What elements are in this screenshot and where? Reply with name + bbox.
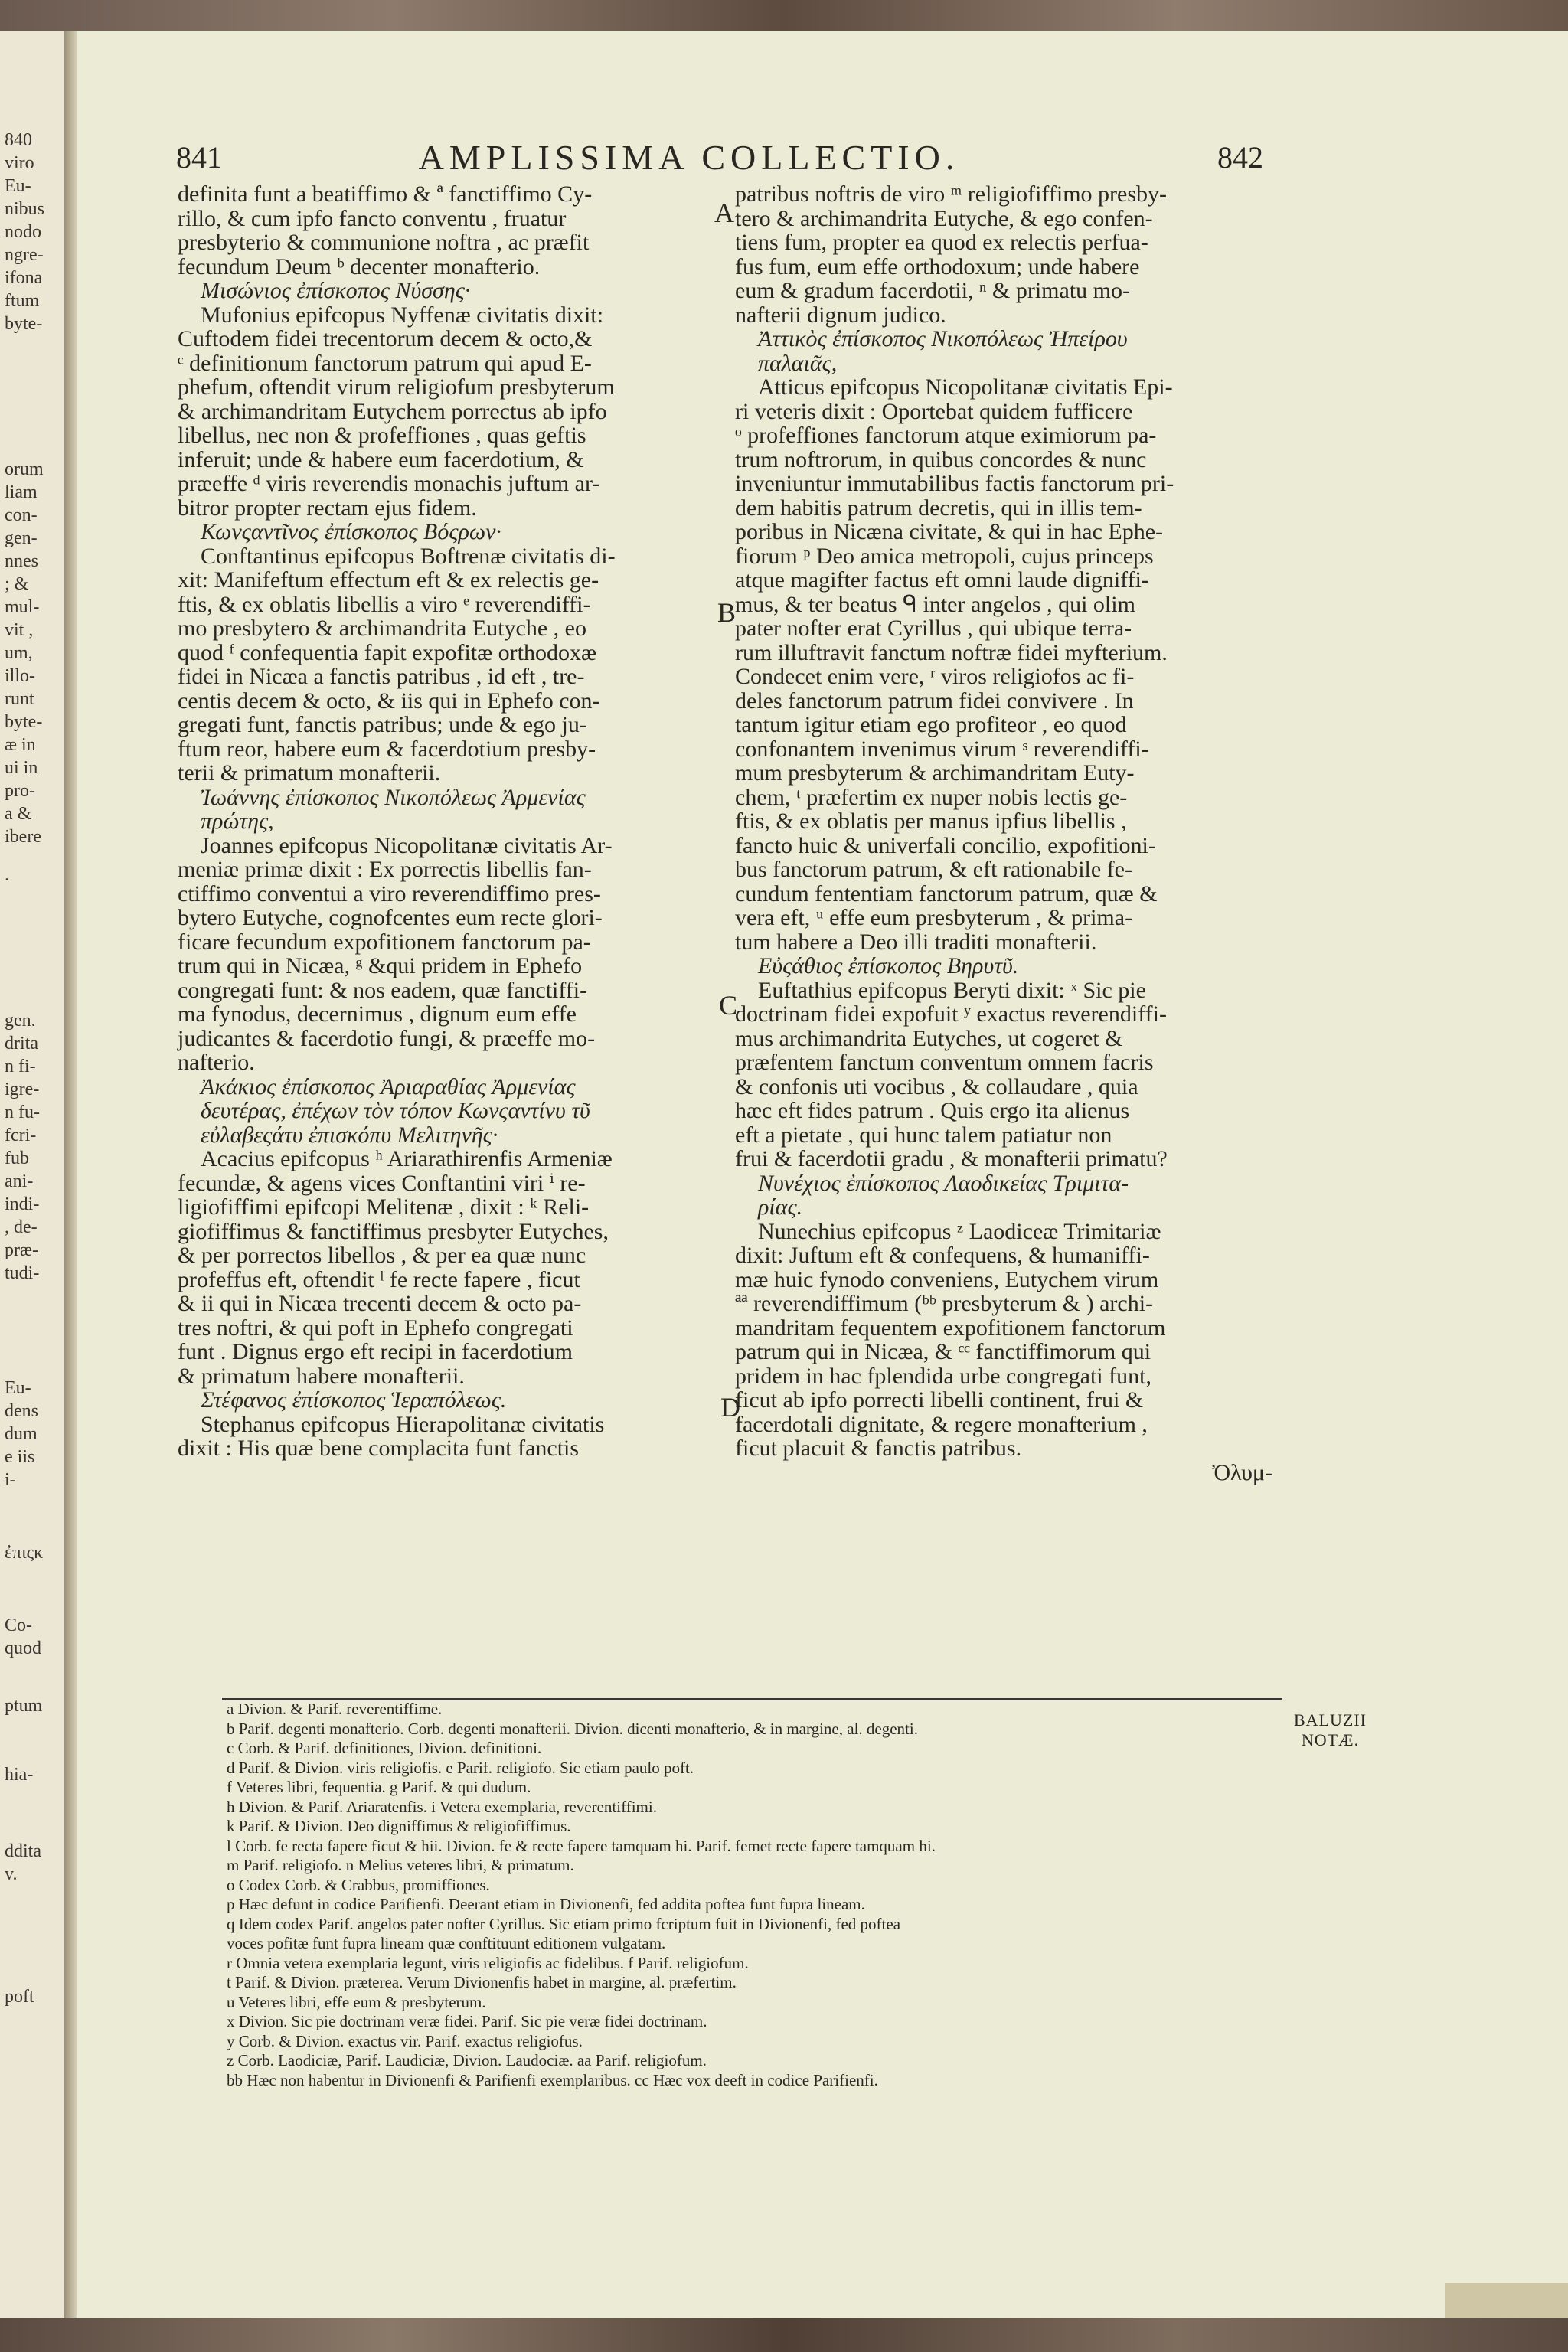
text-line: fus fum, eum effe orthodoxum; unde habere [735,253,1140,279]
adjacent-page-text: byte- [5,314,43,334]
text-line: ftis, & ex oblatis per manus ipfius libellis , [735,808,1127,834]
adjacent-page-text: præ- [5,1240,38,1260]
footnote-line: o Codex Corb. & Crabbus, promiffiones. [227,1875,490,1894]
text-line: pridem in hac fplendida urbe congregati funt, [735,1363,1152,1389]
adjacent-page-text: nibus [5,199,45,219]
adjacent-page-text: fcri- [5,1125,37,1145]
greek-heading: Ἀττικὸς ἐπίσκοπος Νικοπόλεως Ἠπείρου [758,326,1128,351]
footnote-line: bb Hæc non habentur in Divionenfi & Parifienfi exemplaribus. cc Hæc vox deeft in codice Parifienfi. [227,2070,878,2089]
adjacent-page-text: pro- [5,781,35,801]
text-line: judicantes & facerdotio fungi, & præeffe mo- [178,1025,596,1051]
text-line: Condecet enim vere, ʳ viros religiofos ac fi- [735,664,1135,689]
adjacent-page-text: tudi- [5,1263,40,1283]
page-number-right: 842 [1217,140,1263,175]
text-line: trum noftrorum, in quibus concordes & nunc [735,446,1147,472]
text-line: dem habitis patrum decretis, qui in illis tem- [735,495,1142,521]
text-line: Cuftodem fidei trecentorum decem & octo,& [178,326,593,351]
greek-heading: εὐλαβεςάτυ ἐπισκόπυ Μελιτηνῆς· [201,1122,498,1148]
text-line: bitror propter rectam ejus fidem. [178,495,477,521]
text-line: rum illuftravit fanctum noftræ fidei myfterium. [735,639,1168,665]
text-line: fidei in Nicæa a fanctis patribus , id eft , tre- [178,664,585,689]
greek-heading: Ἀκάκιος ἐπίσκοπος Ἀριαραθίας Ἀρμενίας [201,1073,576,1099]
greek-heading: Μισώνιος ἐπίσκοπος Νύσσης· [201,278,471,303]
text-line: Nunechius epifcopus ᶻ Laodiceæ Trimitariæ [758,1218,1161,1244]
text-line: ctiffimo conventui a viro reverendiffimo pres- [178,880,601,906]
greek-heading: Ἰωάννης ἐπίσκοπος Νικοπόλεως Ἀρμενίας [201,784,586,810]
text-line: quod ᶠ confequentia fapit expofitæ orthodoxæ [178,639,596,665]
text-line: poribus in Nicæna civitate, & qui in hac Ephe- [735,519,1164,544]
adjacent-page-text: æ in [5,735,36,755]
footnotes-block [227,1700,1298,2090]
side-note-line-2: NOTÆ. [1301,1730,1360,1749]
catchword: Ὀλυμ- [1212,1459,1272,1485]
book-gutter [64,31,77,2318]
text-line: pater nofter erat Cyrillus , qui ubique terra- [735,616,1132,641]
text-line: frui & facerdotii gradu , & monafterii primatu? [735,1146,1168,1171]
text-line: xit: Manifeftum effectum eft & ex relectis ge- [178,567,599,593]
text-line: præeffe ᵈ viris reverendis monachis juftum ar- [178,471,600,496]
adjacent-page-text: ibere [5,827,41,847]
text-line: & primatum habere monafterii. [178,1363,465,1389]
adjacent-page-text: illo- [5,666,35,686]
adjacent-page-text: indi- [5,1194,40,1214]
text-line: tiens fum, propter ea quod ex relectis perfua- [735,230,1148,255]
adjacent-page-text: fub [5,1148,29,1168]
text-line: ficare fecundum expofitionem fanctorum pa- [178,929,591,955]
text-line: mum presbyterum & archimandritam Euty- [735,760,1135,786]
text-line: gregati funt, fanctis patribus; unde & ego ju- [178,712,587,737]
text-line: dixit: Juftum eft & confequens, & humaniffi- [735,1243,1150,1268]
text-line: fiorum ᵖ Deo amica metropoli, cujus princeps [735,543,1154,569]
running-header [115,136,1263,179]
text-line: giofiffimus & fanctiffimus presbyter Eutyches, [178,1218,609,1244]
footnote-line: b Parif. degenti monafterio. Corb. degenti monafterii. Divion. dicenti monafterio, & in margine, al. degenti. [227,1719,918,1738]
text-line: eum & gradum facerdotii, ⁿ & primatu mo- [735,278,1130,303]
text-column-right [735,182,1272,1485]
text-line: presbyterio & communione noftra , ac præfit [178,230,590,255]
adjacent-page-text: orum [5,459,44,479]
greek-heading: παλαιᾶς, [758,350,838,376]
running-title: AMPLISSIMA COLLECTIO. [418,138,960,177]
adjacent-page-text: Eu- [5,1378,31,1398]
text-line: & archimandritam Eutychem porrectus ab ipfo [178,398,607,424]
footnote-line: p Hæc defunt in codice Parifienfi. Deerant etiam in Divionenfi, fed addita poftea funt fupra lineam. [227,1895,865,1913]
text-line: ftum reor, habere eum & facerdotium presby- [178,736,596,762]
text-line: & confonis uti vocibus , & collaudare , quia [735,1073,1138,1099]
adjacent-page-text: . [5,865,9,885]
adjacent-page-text: ui in [5,758,38,778]
text-line: fecundæ, & agens vices Conftantini viri ⁱ re- [178,1170,586,1196]
adjacent-page-text: 840 [5,130,32,150]
text-line: fecundum Deum ᵇ decenter monafterio. [178,253,541,279]
page-corner [1446,2283,1568,2318]
text-line: & ii qui in Nicæa trecenti decem & octo pa- [178,1291,582,1316]
adjacent-page-text: Co- [5,1615,32,1635]
adjacent-page-text: ifona [5,268,43,288]
text-line: tum habere a Deo illi traditi monafterii. [735,929,1097,955]
text-line: ficut placuit & fanctis patribus. [735,1436,1022,1461]
adjacent-page-text: ἐπιςκ [5,1543,44,1563]
adjacent-page-text: igre- [5,1080,40,1099]
text-line: præfentem fanctum conventum omnem facris [735,1050,1154,1075]
greek-heading: Κωνςαντῖνος ἐπίσκοπος Βόςρων· [201,519,501,544]
footnote-line: h Divion. & Parif. Ariaratenfis. i Vetera exemplaria, reverentiffimi. [227,1797,657,1816]
text-line: ᵒ profeffiones fanctorum atque eximiorum pa- [735,423,1157,448]
scan-border-bottom [0,2318,1568,2352]
text-line: ftis, & ex oblatis libellis a viro ᵉ reverendiffi- [178,591,591,617]
adjacent-page-text: con- [5,505,38,525]
adjacent-page-text: mul- [5,597,40,617]
section-marker-c: C [719,990,738,1021]
adjacent-page-text: liam [5,482,38,502]
text-line: Mufonius epifcopus Nyffenæ civitatis dixit: [201,302,604,328]
text-line: Joannes epifcopus Nicopolitanæ civitatis Ar- [201,832,612,858]
adjacent-page-text: ptum [5,1696,43,1716]
text-line: ri veteris dixit : Oportebat quidem fufficere [735,398,1133,424]
adjacent-page-text: vit , [5,620,34,640]
adjacent-page-text: i- [5,1470,16,1490]
text-line: terii & primatum monafterii. [178,760,441,786]
text-column-left [178,182,714,1461]
adjacent-page-text: byte- [5,712,43,732]
footnote-line: voces pofitæ funt fupra lineam quæ conftituunt editionem vulgatam. [227,1934,666,1952]
text-line: libellus, nec non & profeffiones , quas geftis [178,423,586,448]
adjacent-page-text: gen- [5,528,38,548]
text-line: centis decem & octo, & iis qui in Ephefo con- [178,688,600,714]
footnote-line: t Parif. & Divion. præterea. Verum Divionenfis habet in margine, al. præfertim. [227,1973,737,1991]
adjacent-page-text: Eu- [5,176,31,196]
text-line: ªª reverendiffimum (ᵇᵇ presbyterum & ) archi- [735,1291,1154,1316]
page-number-left: 841 [176,140,222,175]
adjacent-page-text: nnes [5,551,38,571]
text-line: congregati funt: & nos eadem, quæ fanctiffi- [178,977,588,1003]
text-line: rillo, & cum ipfo fancto conventu , fruatur [178,205,567,231]
adjacent-page-text: quod [5,1638,41,1658]
adjacent-page-text: nodo [5,222,41,242]
text-line: funt . Dignus ergo eft recipi in facerdotium [178,1339,573,1364]
text-line: hæc eft fides patrum . Quis ergo ita alienus [735,1098,1130,1123]
adjacent-page-text: ftum [5,291,40,311]
text-line: tres noftri, & qui poft in Ephefo congregati [178,1315,573,1341]
baluzii-notae-label [1294,1710,1367,1750]
text-line: tantum igitur etiam ego profiteor , eo quod [735,712,1127,737]
text-line: Atticus epifcopus Nicopolitanæ civitatis Epi- [758,374,1173,400]
text-line: Euftathius epifcopus Beryti dixit: ˣ Sic pie [758,977,1146,1003]
text-line: atque magifter factus eft omni laude digniffi- [735,567,1149,593]
text-line: deles fanctorum patrum fidei convivere . In [735,688,1134,714]
text-line: bus fanctorum patrum, & eft rationabile fe- [735,857,1132,882]
text-line: mæ huic fynodo conveniens, Eutychem virum [735,1266,1159,1292]
text-line: vera eft, ᵘ effe eum presbyterum , & prima- [735,905,1133,930]
greek-heading: Στέφανος ἐπίσκοπος Ἱεραπόλεως. [201,1387,507,1413]
text-line: tero & archimandrita Eutyche, & ego confen- [735,205,1153,231]
adjacent-page-text: ani- [5,1171,34,1191]
footnote-line: u Veteres libri, effe eum & presbyterum. [227,1992,486,2011]
footnote-line: k Parif. & Divion. Deo digniffimus & religiofiffimus. [227,1817,571,1835]
adjacent-page-text: gen. [5,1011,36,1031]
adjacent-page-text: um, [5,643,33,663]
text-line: ᶜ definitionum fanctorum patrum qui apud E- [178,350,592,376]
text-line: facerdotali dignitate, & regere monafterium , [735,1411,1148,1437]
text-line: cundum fententiam fanctorum patrum, quæ & [735,880,1158,906]
text-line: profeffus eft, oftendit ˡ fe recte fapere , ficut [178,1266,580,1292]
text-line: nafterii dignum judico. [735,302,946,328]
text-line: mus, & ter beatus ᑫ inter angelos , qui olim [735,591,1135,617]
adjacent-page-text: , de- [5,1217,38,1237]
text-line: ma fynodus, decernimus , dignum eum effe [178,1001,577,1027]
text-line: eft a pietate , qui hunc talem patiatur non [735,1122,1112,1148]
text-line: phefum, oftendit virum religiofum presbyterum [178,374,615,400]
text-line: meniæ primæ dixit : Ex porrectis libellis fan- [178,857,592,882]
side-note-line-1: BALUZII [1294,1710,1367,1730]
text-line: ficut ab ipfo porrecti libelli continent, frui & [735,1387,1144,1413]
adjacent-page-text: hia- [5,1765,34,1785]
footnote-line: r Omnia vetera exemplaria legunt, viris religiofis ac fidelibus. f Parif. religiofum. [227,1953,749,1972]
adjacent-page-fragment [0,31,66,2318]
text-line: patrum qui in Nicæa, & ᶜᶜ fanctiffimorum qui [735,1339,1152,1364]
text-line: patribus noftris de viro ᵐ religiofiffimo presby- [735,181,1167,207]
text-line: mo presbytero & archimandrita Eutyche , eo [178,616,586,641]
section-marker-d: D [720,1392,740,1423]
text-line: inferuit; unde & habere eum facerdotium, & [178,446,584,472]
footnote-line: a Divion. & Parif. reverentiffime. [227,1700,443,1718]
adjacent-page-text: ; & [5,574,29,594]
adjacent-page-text: dum [5,1424,38,1444]
adjacent-page-text: viro [5,153,34,173]
scan-border-top [0,0,1568,31]
text-line: Stephanus epifcopus Hierapolitanæ civitatis [201,1411,605,1437]
text-line: chem, ᵗ præfertim ex nuper nobis lectis ge- [735,784,1128,810]
adjacent-page-text: ngre- [5,245,44,265]
adjacent-page-text: n fi- [5,1057,36,1076]
adjacent-page-text: dens [5,1401,38,1421]
text-line: inveniuntur immutabilibus factis fanctorum pri- [735,471,1174,496]
adjacent-page-text: n fu- [5,1102,40,1122]
section-marker-a: A [714,198,734,228]
footnote-line: y Corb. & Divion. exactus vir. Parif. exactus religiofus. [227,2031,583,2050]
greek-heading: δευτέρας, ἐπέχων τὸν τόπον Κωνςαντίνυ τῦ [201,1098,590,1123]
text-line: nafterio. [178,1050,255,1075]
footnote-line: f Veteres libri, fequentia. g Parif. & qui dudum. [227,1778,531,1796]
adjacent-page-text: drita [5,1034,38,1054]
text-line: doctrinam fidei expofuit ʸ exactus reverendiffi- [735,1001,1167,1027]
text-line: Acacius epifcopus ʰ Ariarathirenfis Armeniæ [201,1146,612,1171]
adjacent-page-text: a & [5,804,32,824]
greek-heading: Εὐςάθιος ἐπίσκοπος Βηρυτῦ. [758,953,1019,978]
text-line: trum qui in Nicæa, ᵍ &qui pridem in Ephefo [178,953,583,978]
greek-heading: ρίας. [758,1194,803,1220]
footnote-line: l Corb. fe recta fapere ficut & hii. Divion. fe & recte fapere tamquam hi. Parif. femet recte fapere tamquam hi. [227,1836,936,1855]
adjacent-page-text: ddita [5,1841,41,1861]
footnote-line: d Parif. & Divion. viris religiofis. e Parif. religiofo. Sic etiam paulo poft. [227,1758,694,1777]
text-line: dixit : His quæ bene complacita funt fanctis [178,1436,580,1461]
text-line: mus archimandrita Eutyches, ut cogeret & [735,1025,1123,1051]
section-marker-b: B [717,597,737,628]
text-line: mandritam fequentem expofitionem fanctorum [735,1315,1166,1341]
text-line: ligiofiffimi epifcopi Melitenæ , dixit : ᵏ Reli- [178,1194,590,1220]
text-line: fancto huic & univerfali concilio, expofitioni- [735,832,1156,858]
footnote-line: z Corb. Laodiciæ, Parif. Laudiciæ, Divion. Laudociæ. aa Parif. religiofum. [227,2051,707,2069]
text-line: confonantem invenimus virum ˢ reverendiffi- [735,736,1149,762]
adjacent-page-text: e iis [5,1447,35,1467]
adjacent-page-text: v. [5,1864,18,1884]
text-line: definita funt a beatiffimo & ª fanctiffimo Cy- [178,181,593,207]
footnote-line: c Corb. & Parif. definitiones, Divion. definitioni. [227,1739,542,1757]
greek-heading: πρώτης, [201,808,274,834]
footnote-line: m Parif. religiofo. n Melius veteres libri, & primatum. [227,1856,574,1874]
adjacent-page-text: poft [5,1987,34,2007]
footnote-line: q Idem codex Parif. angelos pater nofter Cyrillus. Sic etiam primo fcriptum fuit in Divionenfi, fed poftea [227,1914,901,1933]
text-line: bytero Eutyche, cognofcentes eum recte glori- [178,905,603,930]
text-line: & per porrectos libellos , & per ea quæ nunc [178,1243,586,1268]
adjacent-page-text: runt [5,689,34,709]
greek-heading: Νυνέχιος ἐπίσκοπος Λαοδικείας Τριμιτα- [758,1170,1129,1196]
text-line: Conftantinus epifcopus Boftrenæ civitatis di- [201,543,616,569]
footnote-line: x Divion. Sic pie doctrinam veræ fidei. Parif. Sic pie veræ fidei doctrinam. [227,2012,707,2030]
